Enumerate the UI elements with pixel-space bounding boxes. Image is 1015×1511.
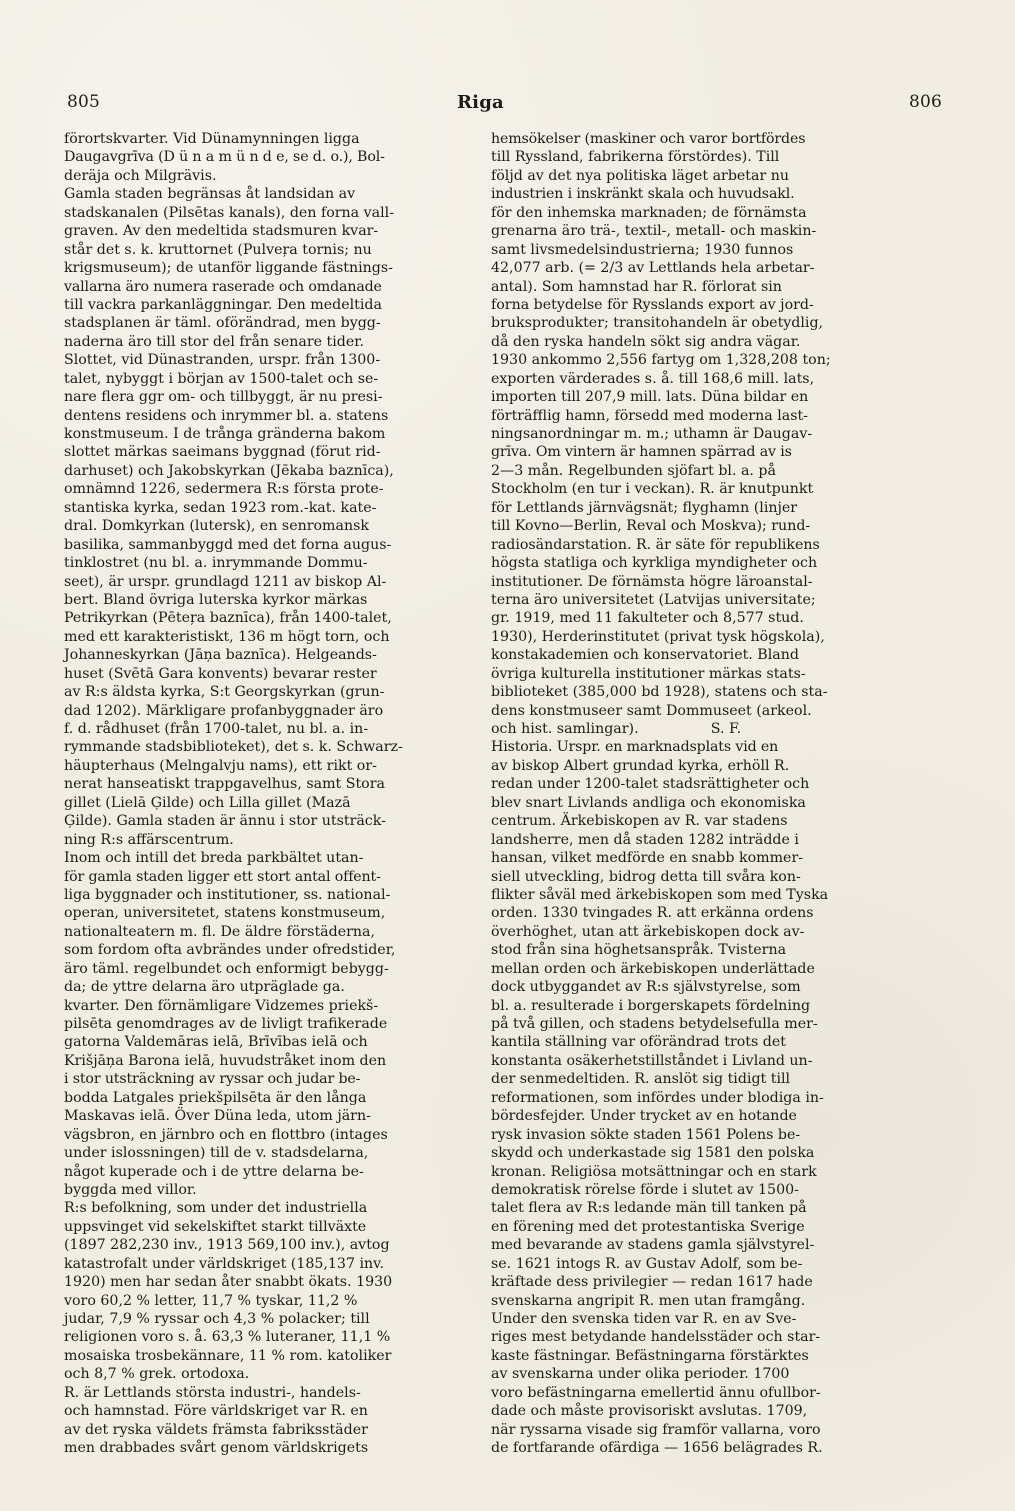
left-column-line: förortskvarter. Vid Dünamynningen ligga <box>64 131 360 147</box>
left-column-line: nerat hanseatiskt trappgavelhus, samt Stora <box>64 776 385 793</box>
right-column-line: kräftade dess privilegier — redan 1617 hade <box>491 1274 813 1291</box>
left-column-line: och 8,7 % grek. ortodoxa. <box>64 1366 250 1383</box>
right-column-line: talet flera av R:s ledande män till tanken på <box>491 1200 807 1217</box>
right-column-line: för den inhemska marknaden; de förnämsta <box>491 204 807 221</box>
left-column-line: och hamnstad. Före världskriget var R. en <box>64 1403 368 1420</box>
left-column-line: darhuset) och Jakobskyrkan (Jēkaba baznīca), <box>64 462 394 479</box>
left-column-line: seet), är urspr. grundlagd 1211 av biskop Al- <box>64 573 387 590</box>
left-column-line: äro täml. regelbundet och enformigt bebygg- <box>64 960 389 977</box>
two-column-body <box>64 130 949 1470</box>
left-column-line: Krišjāņa Barona ielā, huvudstråket inom den <box>64 1052 387 1069</box>
right-column-line: grenarna äro trä-, textil-, metall- och maskin- <box>491 223 817 240</box>
left-column-line: deräja och Milgrävis. <box>64 167 217 184</box>
right-column-line: antal). Som hamnstad har R. förlorat sin <box>491 278 782 295</box>
left-column-line: naderna äro till stor del från senare tider. <box>64 333 364 350</box>
right-column-line: flikter såväl med ärkebiskopen som med Tyska <box>491 886 829 903</box>
right-column-line: kantila ställning var oförändrad trots det <box>491 1034 786 1051</box>
left-column-line: ning R:s affärscentrum. <box>64 831 234 848</box>
left-column-line: nationalteatern m. fl. De äldre förstäderna, <box>64 923 375 940</box>
right-column <box>491 130 885 1458</box>
right-column-line: samt livsmedelsindustrierna; 1930 funnos <box>491 241 794 258</box>
right-column-line: de fortfarande ofärdiga — 1656 belägrades R. <box>491 1440 823 1457</box>
right-column-line: skydd och underkastade sig 1581 den polska <box>491 1145 815 1162</box>
left-column-line: katastrofalt under världskriget (185,137 inv. <box>64 1255 385 1272</box>
right-column-line: rysk invasion sökte staden 1561 Polens be- <box>491 1126 801 1143</box>
right-column-line: forna betydelse för Rysslands export av jord- <box>491 296 814 313</box>
right-column-line: importen till 207,9 mill. lats. Düna bildar en <box>491 389 809 406</box>
left-column-line: operan, universitetet, statens konstmuseum, <box>64 905 386 922</box>
left-column-line: pilsēta genomdrages av de livligt trafikerade <box>64 1016 388 1032</box>
right-column-line: till Kovno—Berlin, Reval och Moskva); rund- <box>491 518 811 535</box>
left-column-line: Johanneskyrkan (Jāņa baznīca). Helgeands- <box>64 647 377 664</box>
right-column-line: industrien i inskränkt skala och huvudsakl. <box>491 186 795 203</box>
left-column-line: (1897 282,230 inv., 1913 569,100 inv.), avtog <box>64 1237 390 1254</box>
left-column <box>64 130 458 1458</box>
left-column-line: judar, 7,9 % ryssar och 4,3 % polacker; till <box>64 1311 370 1327</box>
left-column-line: står det s. k. kruttornet (Pulveŗa tornis; nu <box>64 241 372 258</box>
right-column-line: för Lettlands järnvägsnät; flyghamn (linjer <box>491 499 798 516</box>
right-column-line: institutioner. De förnämsta högre läroanstal- <box>491 573 813 590</box>
left-column-line: uppsvinget vid sekelskiftet starkt tillväxte <box>64 1218 367 1235</box>
left-page-number: 805 <box>67 92 101 112</box>
left-column-line: mosaiska trosbekännare, 11 % rom. katoliker <box>64 1347 392 1364</box>
right-column-line: konstakademien och konservatoriet. Bland <box>491 647 799 664</box>
right-column-line: förträfflig hamn, försedd med moderna last- <box>491 407 808 424</box>
right-column-line: se. 1621 intogs R. av Gustav Adolf, som be- <box>491 1255 803 1272</box>
left-column-line: för gamla staden ligger ett stort antal offent- <box>64 868 381 885</box>
right-column-line: Under den svenska tiden var R. en av Sve- <box>491 1311 797 1327</box>
left-column-line: rymmande stadsbiblioteket), det s. k. Schwarz- <box>64 739 403 756</box>
left-column-line: slottet märkas saeimans byggnad (förut rid- <box>64 444 381 461</box>
right-column-line: riges mest betydande handelsstäder och star- <box>491 1329 821 1346</box>
left-column-line: R. är Lettlands största industri-, handels- <box>64 1384 361 1401</box>
right-column-line: kaste fästningar. Befästningarna förstärktes <box>491 1347 809 1364</box>
right-column-line: blev snart Livlands andliga och ekonomiska <box>491 794 806 811</box>
left-column-line: huset (Svētā Gara konvents) bevarar rester <box>64 665 377 682</box>
right-column-line: biblioteket (385,000 bd 1928), statens och sta- <box>491 684 828 701</box>
left-column-line: som fordom ofta avbrändes under ofredstider, <box>64 942 396 959</box>
left-column-line: Inom och intill det breda parkbältet utan- <box>64 850 364 867</box>
right-column-line: demokratisk rörelse förde i slutet av 1500- <box>491 1181 799 1198</box>
right-column-line: dens konstmuseer samt Dommuseet (arkeol. <box>491 702 812 719</box>
right-column-line: gr. 1919, med 11 fakulteter och 8,577 stud. <box>491 610 804 627</box>
left-column-line: i stor utsträckning av ryssar och judar be- <box>64 1071 361 1088</box>
right-column-line: på två gillen, och stadens betydelsefulla mer- <box>491 1016 818 1032</box>
left-column-line: något kuperade och i de yttre delarna be- <box>64 1163 364 1180</box>
right-column-line: bruksprodukter; transitohandeln är obetydlig, <box>491 315 824 332</box>
left-column-line: Petrikyrkan (Pēteŗa baznīca), från 1400-talet, <box>64 610 392 627</box>
right-column-line: voro befästningarna emellertid ännu ofullbor- <box>491 1384 821 1401</box>
right-column-line: reformationen, som infördes under blodiga in- <box>491 1089 824 1106</box>
left-column-line: dad 1202). Märkligare profanbyggnader äro <box>64 702 384 719</box>
right-column-line: svenskarna angripit R. men utan framgång. <box>491 1292 806 1309</box>
right-column-line: grīva. Om vintern är hamnen spärrad av is <box>491 444 792 461</box>
left-column-line: kvarter. Den förnämligare Vidzemes priekš- <box>64 997 379 1014</box>
right-column-line: siell utveckling, bidrog detta till svåra kon- <box>491 868 801 885</box>
right-column-line: ningsanordningar m. m.; uthamn är Daugav- <box>491 426 813 442</box>
right-column-line: terna äro universitetet (Latvijas universitate; <box>491 591 816 608</box>
right-column-line: med bevarande av stadens gamla självstyrel- <box>491 1237 815 1254</box>
left-column-line: häupterhaus (Melngalvju nams), ett rikt or- <box>64 757 377 774</box>
left-column-line: stadsplanen är täml. oförändrad, men bygg- <box>64 315 381 332</box>
left-column-line: Ģilde). Gamla staden är ännu i stor utsträck- <box>64 813 386 830</box>
left-column-line: byggda med villor. <box>64 1181 197 1198</box>
right-column-line: centrum. Ärkebiskopen av R. var stadens <box>491 813 788 830</box>
left-column-line: Maskavas ielā. Över Düna leda, utom järn- <box>64 1108 371 1125</box>
right-column-line: 1930), Herderinstitutet (privat tysk högskola), <box>491 628 825 645</box>
right-column-line: av svenskarna under olika perioder. 1700 <box>491 1366 790 1383</box>
right-column-line: kronan. Religiösa motsättningar och en stark <box>491 1163 817 1180</box>
left-column-line: f. d. rådhuset (från 1700-talet, nu bl. a. in- <box>64 721 369 737</box>
left-column-line: religionen voro s. å. 63,3 % luteraner, 11,1 % <box>64 1329 391 1346</box>
left-column-line: stantiska kyrka, sedan 1923 rom.-kat. kate- <box>64 499 377 516</box>
left-column-line: graven. Av den medeltida stadsmuren kvar- <box>64 223 379 240</box>
left-column-line: bert. Bland övriga luterska kyrkor märkas <box>64 591 368 608</box>
right-column-line: radiosändarstation. R. är säte för republikens <box>491 536 820 553</box>
right-column-line: orden. 1330 tvingades R. att erkänna ordens <box>491 905 814 922</box>
left-column-line: Slottet, vid Dünastranden, urspr. från 1300- <box>64 352 381 369</box>
left-column-line: bodda Latgales priekšpilsēta är den långa <box>64 1089 367 1106</box>
right-column-line: en förening med det protestantiska Sverige <box>491 1218 805 1235</box>
left-column-line: dral. Domkyrkan (lutersk), en senromansk <box>64 518 369 535</box>
right-column-line: till Ryssland, fabrikerna förstördes). Till <box>491 149 780 166</box>
left-column-line: vägsbron, en järnbro och en flottbro (intages <box>64 1126 388 1143</box>
right-column-line: följd av det nya politiska läget arbetar nu <box>491 167 790 184</box>
right-column-line: konstanta osäkerhetstillståndet i Livland un- <box>491 1052 813 1069</box>
left-column-line: Gamla staden begränsas åt landsidan av <box>64 186 356 203</box>
right-column-line: redan under 1200-talet stadsrättigheter och <box>491 776 810 793</box>
right-column-line: bl. a. resulterade i borgerskapets fördelning <box>491 997 811 1014</box>
right-column-line: Historia. Urspr. en marknadsplats vid en <box>491 739 779 756</box>
right-column-line: Stockholm (en tur i veckan). R. är knutpunkt <box>491 481 814 498</box>
right-column-line: landsherre, men då staden 1282 inträdde i <box>491 831 799 848</box>
right-column-line: der senmedeltiden. R. anslöt sig tidigt till <box>491 1071 791 1088</box>
right-column-line: och hist. samlingar). S. F. <box>491 721 742 737</box>
left-column-line: 1920) men har sedan åter snabbt ökats. 1930 <box>64 1274 393 1291</box>
left-column-line: Daugavgrīva (D ü n a m ü n d e, se d. o.), Bol- <box>64 149 385 166</box>
right-column-line: dock utbyggandet av R:s självstyrelse, som <box>491 979 801 996</box>
left-column-line: av det ryska väldets främsta fabriksstäder <box>64 1421 368 1438</box>
right-column-line: 42,077 arb. (= 2/3 av Lettlands hela arbetar- <box>491 260 815 277</box>
right-column-line: 1930 ankommo 2,556 fartyg om 1,328,208 ton; <box>491 352 831 369</box>
left-column-line: basilika, sammanbyggd med det forna augus- <box>64 536 392 553</box>
left-column-line: tinklostret (nu bl. a. inrymmande Dommu- <box>64 555 368 572</box>
left-column-line: voro 60,2 % letter, 11,7 % tyskar, 11,2 % <box>64 1292 358 1309</box>
right-column-line: mellan orden och ärkebiskopen underlättade <box>491 960 815 977</box>
right-column-line: dade och måste provisoriskt avslutas. 1709, <box>491 1403 808 1420</box>
left-column-line: da; de yttre delarna äro utpräglade ga. <box>64 979 345 996</box>
right-column-line: 2—3 mån. Regelbunden sjöfart bl. a. på <box>491 462 776 479</box>
left-column-line: gatorna Valdemāras ielā, Brīvības ielā och <box>64 1034 368 1051</box>
right-column-line: bördesfejder. Under trycket av en hotande <box>491 1108 797 1125</box>
left-column-line: stadskanalen (Pilsētas kanals), den forna vall- <box>64 204 394 221</box>
left-column-line: konstmuseum. I de trånga gränderna bakom <box>64 426 386 442</box>
right-column-line: stod från sina höghetsanspråk. Tvisterna <box>491 942 787 959</box>
right-column-line: hansan, vilket medförde en snabb kommer- <box>491 850 804 867</box>
right-column-line: övriga kulturella institutioner märkas stats- <box>491 665 806 682</box>
right-column-line: när ryssarna visade sig framför vallarna, voro <box>491 1421 821 1438</box>
right-column-line: exporten värderades s. å. till 168,6 mill. lats, <box>491 370 815 387</box>
left-column-line: under islossningen) till de v. stadsdelarna, <box>64 1145 369 1162</box>
left-column-line: vallarna äro numera raserade och omdanade <box>64 278 382 295</box>
right-column-line: då den ryska handeln sökt sig andra vägar. <box>491 333 801 350</box>
right-column-line: av biskop Albert grundad kyrka, erhöll R. <box>491 757 790 774</box>
left-column-line: R:s befolkning, som under det industriella <box>64 1200 368 1217</box>
page-title: Riga <box>457 92 504 113</box>
left-column-line: av R:s äldsta kyrka, S:t Georgskyrkan (grun- <box>64 684 385 701</box>
left-column-line: talet, nybyggt i början av 1500-talet och se- <box>64 370 379 387</box>
left-column-line: liga byggnader och institutioner, ss. national- <box>64 886 391 903</box>
left-column-line: gillet (Lielā Ģilde) och Lilla gillet (Mazā <box>64 794 351 811</box>
right-column-line: överhöghet, utan att ärkebiskopen dock av- <box>491 923 805 940</box>
left-column-line: men drabbades svårt genom världskrigets <box>64 1440 369 1457</box>
right-column-line: hemsökelser (maskiner och varor bortfördes <box>491 131 806 147</box>
left-column-line: med ett karakteristiskt, 136 m högt torn, och <box>64 628 390 645</box>
right-column-line: högsta statliga och kyrkliga myndigheter och <box>491 555 818 572</box>
right-page-number: 806 <box>908 92 942 112</box>
left-column-line: till vackra parkanläggningar. Den medeltida <box>64 296 382 313</box>
left-column-line: dentens residens och inrymmer bl. a. statens <box>64 407 389 424</box>
page-header <box>0 92 1015 116</box>
left-column-line: nare flera ggr om- och tillbyggt, är nu presi- <box>64 389 383 406</box>
left-column-line: krigsmuseum); de utanför liggande fästnings- <box>64 260 393 277</box>
left-column-line: omnämnd 1226, sedermera R:s första prote- <box>64 481 384 498</box>
